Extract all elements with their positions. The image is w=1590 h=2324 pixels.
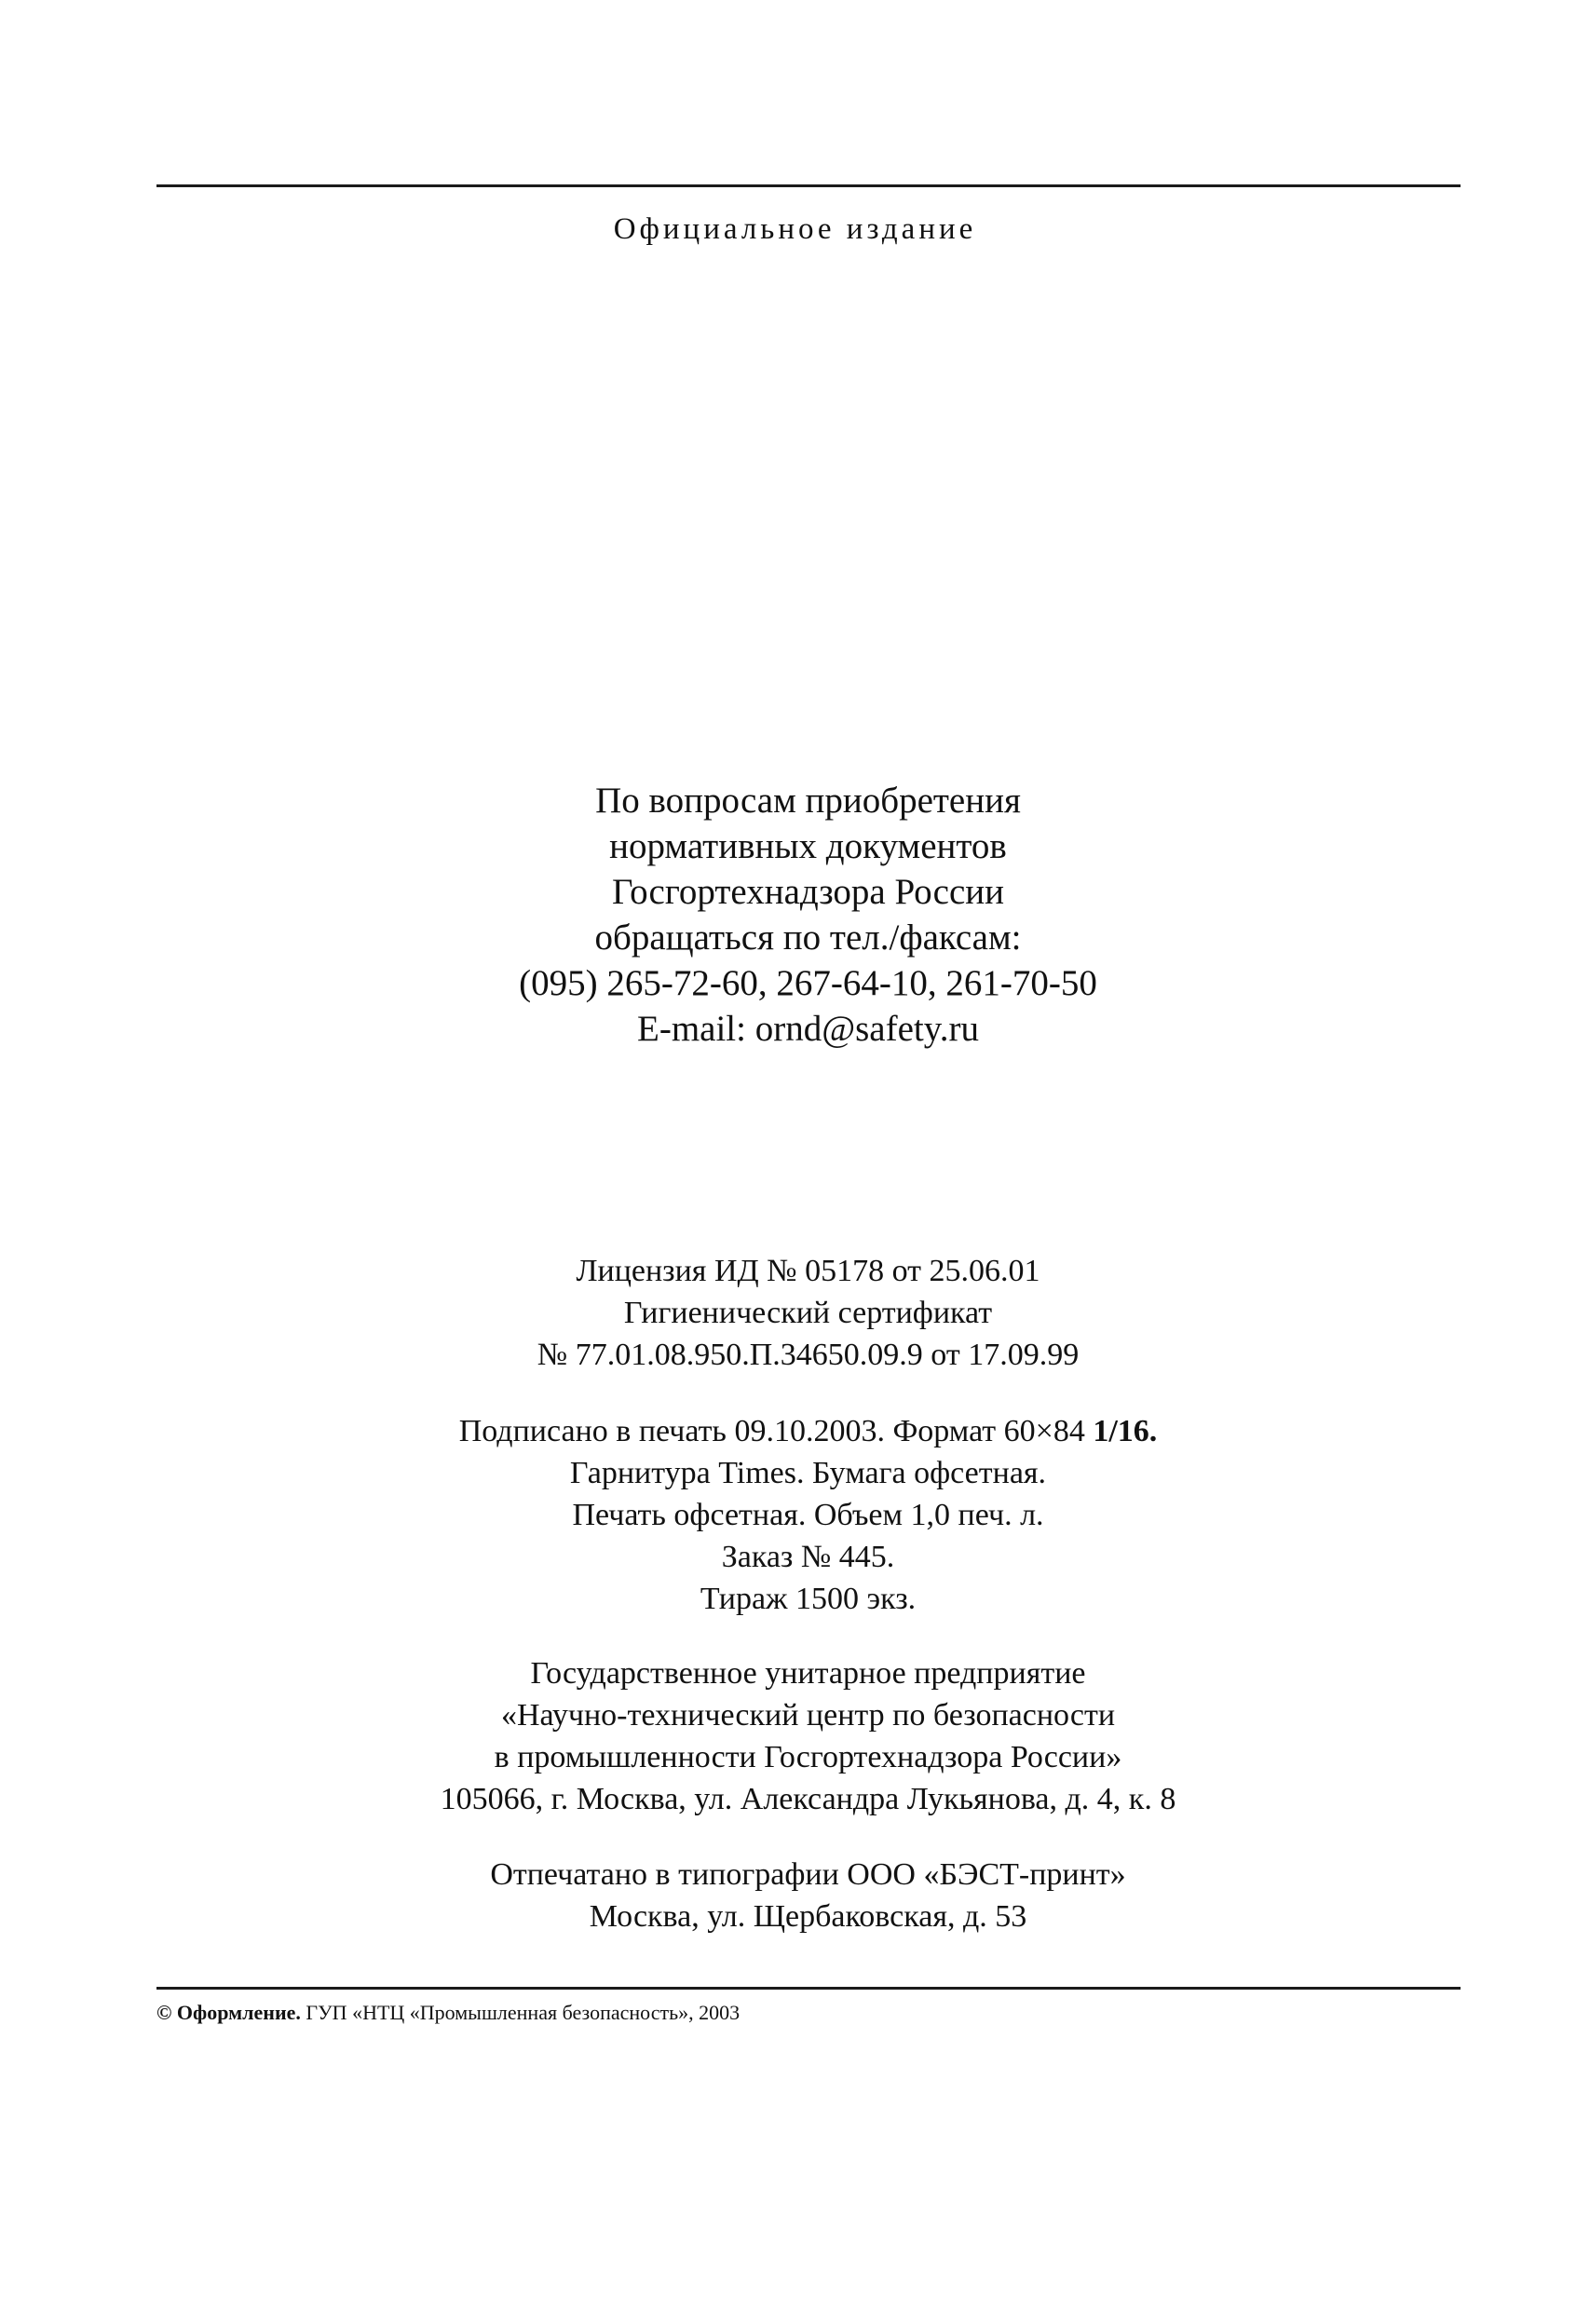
contacts-line-1: По вопросам приобретения [595, 781, 1021, 821]
publisher-address: 105066, г. Москва, ул. Александра Лукьянова, д. 4, к. 8 [440, 1782, 1176, 1816]
purchase-contacts-block [279, 778, 1337, 1052]
print-order-number: Заказ № 445. [721, 1540, 895, 1574]
top-divider [156, 184, 1461, 187]
publisher-line-3: в промышленности Госгортехнадзора России» [494, 1740, 1122, 1774]
printing-house-line-1: Отпечатано в типографии ООО «БЭСТ-принт» [490, 1857, 1126, 1892]
print-line-2: Гарнитура Times. Бумага офсетная. [569, 1456, 1047, 1490]
license-line-2: Гигиенический сертификат [623, 1296, 993, 1330]
printing-house-block [279, 1854, 1337, 1937]
print-format-value: 1/16. [1093, 1414, 1158, 1448]
copyright-design-label: © Оформление. [156, 2001, 301, 2024]
official-edition-label: Официальное издание [613, 212, 977, 246]
license-line-3: № 77.01.08.950.П.34650.09.9 от 17.09.99 [537, 1338, 1080, 1372]
publisher-block [279, 1652, 1337, 1820]
license-block [279, 1250, 1337, 1376]
copyright-text: ГУП «НТЦ «Промышленная безопасность», 2003 [300, 2001, 741, 2024]
contacts-line-2: нормативных документов [609, 826, 1007, 866]
printing-house-address: Москва, ул. Щербаковская, д. 53 [589, 1899, 1027, 1934]
publisher-line-1: Государственное унитарное предприятие [530, 1656, 1086, 1691]
license-line-1: Лицензия ИД № 05178 от 25.06.01 [576, 1254, 1040, 1288]
contacts-phones: (095) 265-72-60, 267-64-10, 261-70-50 [519, 963, 1097, 1003]
bottom-divider [156, 1987, 1461, 1990]
print-run: Тираж 1500 экз. [700, 1582, 917, 1616]
print-signed-text: Подписано в печать 09.10.2003. Формат 60×84 [458, 1414, 1094, 1448]
print-info-block [279, 1410, 1337, 1620]
contacts-line-3: Госгортехнадзора России [611, 872, 1005, 912]
print-line-3: Печать офсетная. Объем 1,0 печ. л. [572, 1498, 1044, 1532]
contacts-email: E-mail: ornd@safety.ru [637, 1009, 979, 1049]
contacts-line-4: обращаться по тел./факсам: [594, 917, 1022, 958]
copyright-line [156, 2001, 740, 2025]
print-signed-line [279, 1410, 1337, 1452]
publisher-line-2: «Научно-технический центр по безопасности [500, 1698, 1116, 1733]
